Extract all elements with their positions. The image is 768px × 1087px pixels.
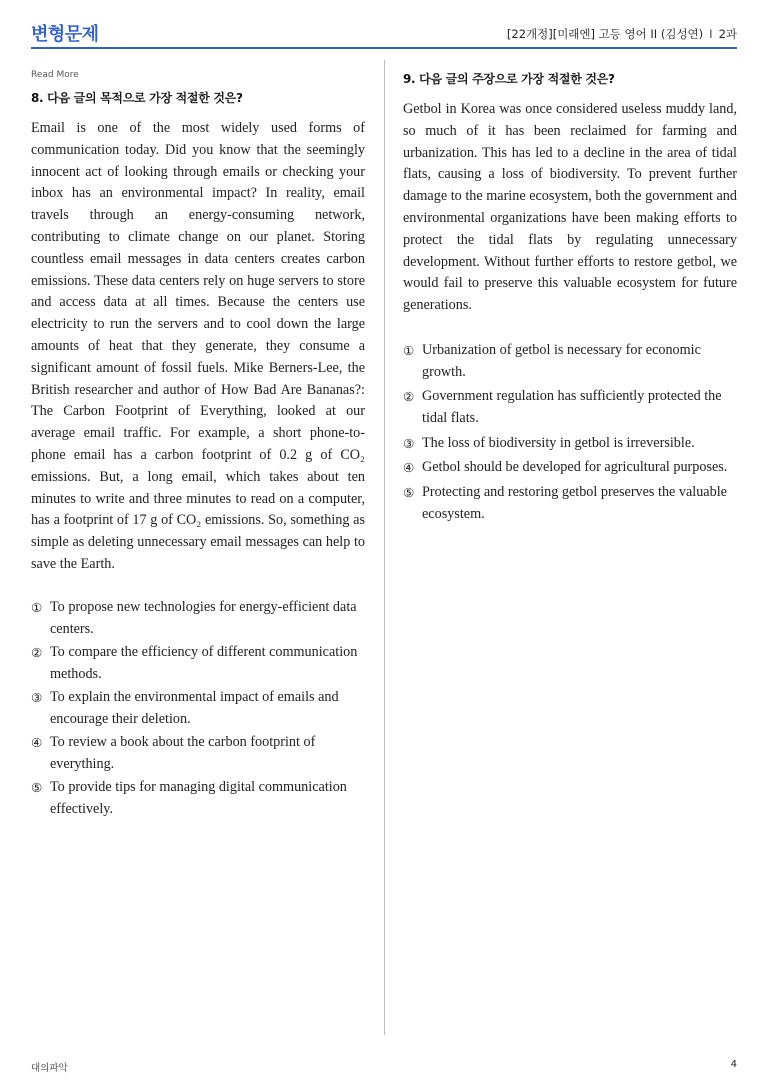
choice-4[interactable] [403,457,737,479]
choice-number: ③ [403,435,415,451]
choice-4[interactable] [31,732,365,776]
choice-text: The loss of biodiversity in getbol is irreversible. [422,434,695,451]
choice-text: To review a book about the carbon footprint of everything. [50,734,316,773]
question-9-title: 9. 다음 글의 주장으로 가장 적절한 것은? [403,72,615,86]
choice-text: To provide tips for managing digital communication effectively. [50,779,347,818]
course-name: [22개정][미래엔] 고등 영어 II (김성연) [506,27,704,41]
choice-number: ② [31,644,43,660]
question-8 [31,70,365,823]
choice-number: ④ [403,460,415,476]
choice-5[interactable] [403,482,737,526]
choice-number: ⑤ [31,780,43,796]
choice-number: ① [31,599,43,615]
choice-1[interactable] [403,340,737,384]
choice-number: ⑤ [403,484,415,500]
choice-number: ③ [31,690,43,706]
choice-5[interactable] [31,777,365,821]
page-header [0,0,768,50]
header-course-info [507,26,737,42]
question-8-passage: Email is one of the most widely used forms of communication today. Did you know that the seemingly innocent act of looking through emails or checking your inbox has an environmental impact? In reality, email travels through an energy-consuming network, contributing to climate change on our planet. Storing countless email messages in data centers creates carbon emissions. These data centers rely on huge servers to store and access data at all times. Because the centers use electricity to run the servers and to cool down the large amounts of heat that they generate, they consume a significant amount of fossil fuels. Mike Berners-Lee, the British researcher and author of How Bad Are Bananas?: The Carbon Footprint of Everything, looked at our average email traffic. For example, a short phone-to-phone email has a carbon footprint of 0.2 g of CO₂ emissions. But, a long email, which takes about ten minutes to write and three minutes to read on a computer, has a footprint of 17 g of CO₂ emissions. So, something as simple as deleting unnecessary email messages can help to save the Earth. [31,120,365,572]
page-title: 변형문제 [31,24,99,45]
choice-3[interactable] [31,687,365,731]
choice-text: Getbol should be developed for agricultural purposes. [422,459,728,476]
choice-3[interactable] [403,433,737,455]
choice-text: To compare the efficiency of different communication methods. [50,643,358,682]
column-divider [384,60,385,1035]
choice-text: To explain the environmental impact of emails and encourage their deletion. [50,689,339,727]
choice-text: To propose new technologies for energy-efficient data centers. [50,598,357,637]
question-9-choices [403,340,737,526]
footer-category: 대의파악 [31,1063,68,1074]
choice-2[interactable] [31,642,365,686]
choice-number: ① [403,342,415,358]
question-9-passage: Getbol in Korea was once considered useless muddy land, so much of it has been reclaimed for farming and urbanization. This has led to a decline in the area of tidal flats, causing a loss of biodiversity. To prevent further damage to the marine ecosystem, both the government and environmental organizations have been making efforts to protect the tidal flats by regulating unnecessary development. Without further efforts to restore getbol, we would fail to preserve this valuable ecosystem for future generations. [403,101,737,314]
choice-number: ② [403,389,415,405]
header-rule [31,47,737,49]
header-separator: I [709,27,713,41]
lesson-label: 2과 [718,27,737,41]
question-9 [403,70,737,528]
choice-1[interactable] [31,597,365,641]
question-8-choices [31,597,365,821]
choice-text: Protecting and restoring getbol preserves the valuable ecosystem. [422,483,727,522]
page-number: 4 [730,1059,737,1070]
read-more-label: Read More [31,70,79,80]
choice-text: Government regulation has sufficiently protected the tidal flats. [422,388,722,427]
question-8-title: 8. 다음 글의 목적으로 가장 적절한 것은? [31,91,243,105]
choice-2[interactable] [403,386,737,430]
choice-text: Urbanization of getbol is necessary for economic growth. [422,341,701,380]
choice-number: ④ [31,735,43,751]
